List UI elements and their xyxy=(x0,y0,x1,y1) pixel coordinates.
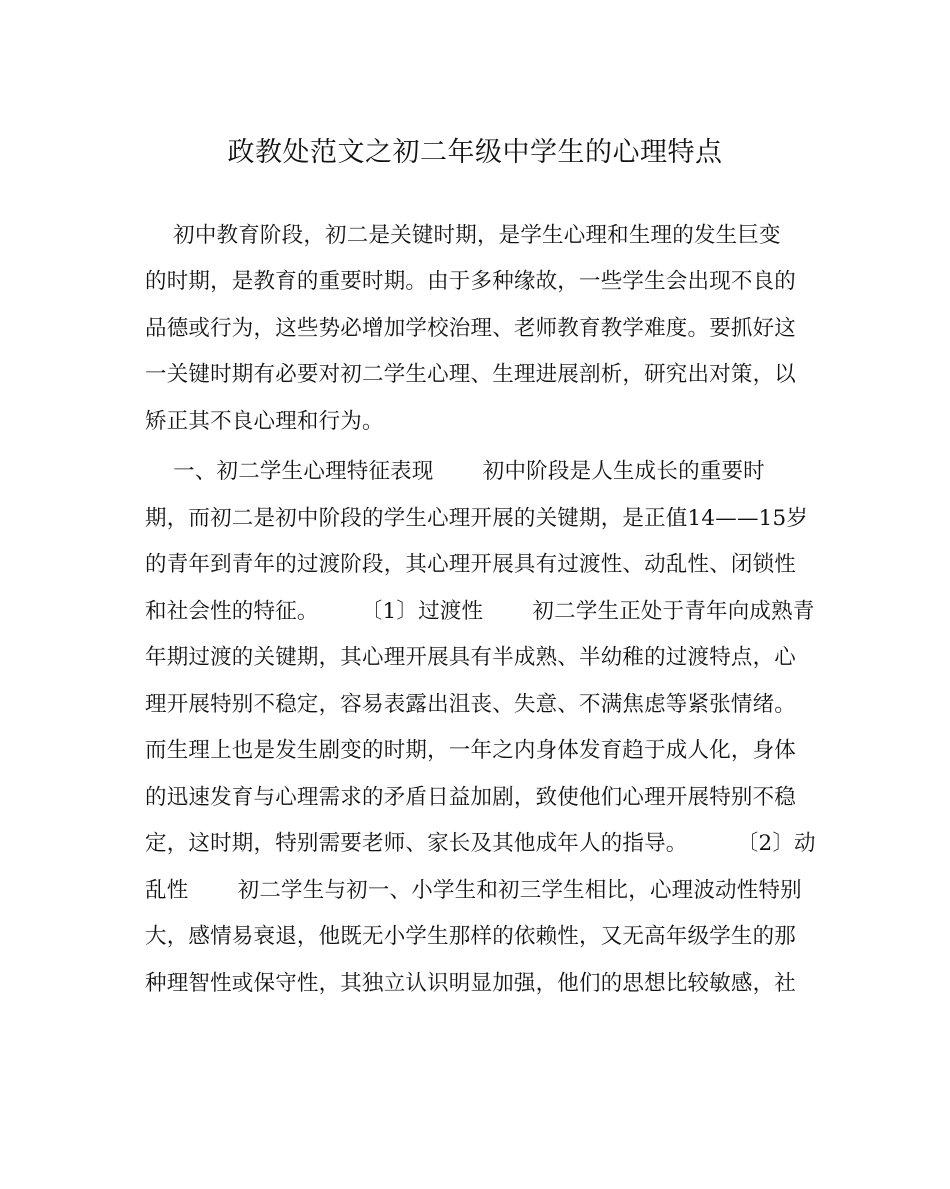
body-line: 大，感情易衰退，他既无小学生那样的依赖性，又无高年级学生的那 xyxy=(145,924,797,949)
body-line: 初中教育阶段，初二是关键时期，是学生心理和生理的发生巨变 xyxy=(145,223,781,248)
body-line: 一、初二学生心理特征表现 初中阶段是人生成长的重要时 xyxy=(145,459,765,484)
body-line: 种理智性或保守性，其独立认识明显加强，他们的思想比较敏感，社 xyxy=(145,971,797,996)
body-line: 矫正其不良心理和行为。 xyxy=(145,409,384,434)
body-line: 和社会性的特征。 〔1〕过渡性 初二学生正处于青年向成熟青 xyxy=(145,599,815,624)
body-line: 理开展特别不稳定，容易表露出沮丧、失意、不满焦虑等紧张情绪。 xyxy=(145,692,797,717)
body-line: 的迅速发育与心理需求的矛盾日益加剧，致使他们心理开展特别不稳 xyxy=(145,785,797,810)
body-line: 期，而初二是初中阶段的学生心理开展的关键期，是正值14——15岁 xyxy=(145,506,809,531)
body-line: 品德或行为，这些势必增加学校治理、老师教育教学难度。要抓好这 xyxy=(145,316,797,341)
page-title: 政教处范文之初二年级中学生的心理特点 xyxy=(227,137,723,168)
body-line: 乱性 初二学生与初一、小学生和初三学生相比，心理波动性特别 xyxy=(145,878,802,903)
body-line: 的时期，是教育的重要时期。由于多种缘故，一些学生会出现不良的 xyxy=(145,269,797,294)
body-line: 年期过渡的关键期，其心理开展具有半成熟、半幼稚的过渡特点，心 xyxy=(145,645,797,670)
body-line: 而生理上也是发生剧变的时期，一年之内身体发育趋于成人化，身体 xyxy=(145,738,797,763)
body-line: 定，这时期，特别需要老师、家长及其他成年人的指导。 〔2〕动 xyxy=(145,831,816,856)
body-line: 一关键时期有必要对初二学生心理、生理进展剖析，研究出对策，以 xyxy=(145,362,797,387)
body-line: 的青年到青年的过渡阶段，其心理开展具有过渡性、动乱性、闭锁性 xyxy=(145,552,797,577)
